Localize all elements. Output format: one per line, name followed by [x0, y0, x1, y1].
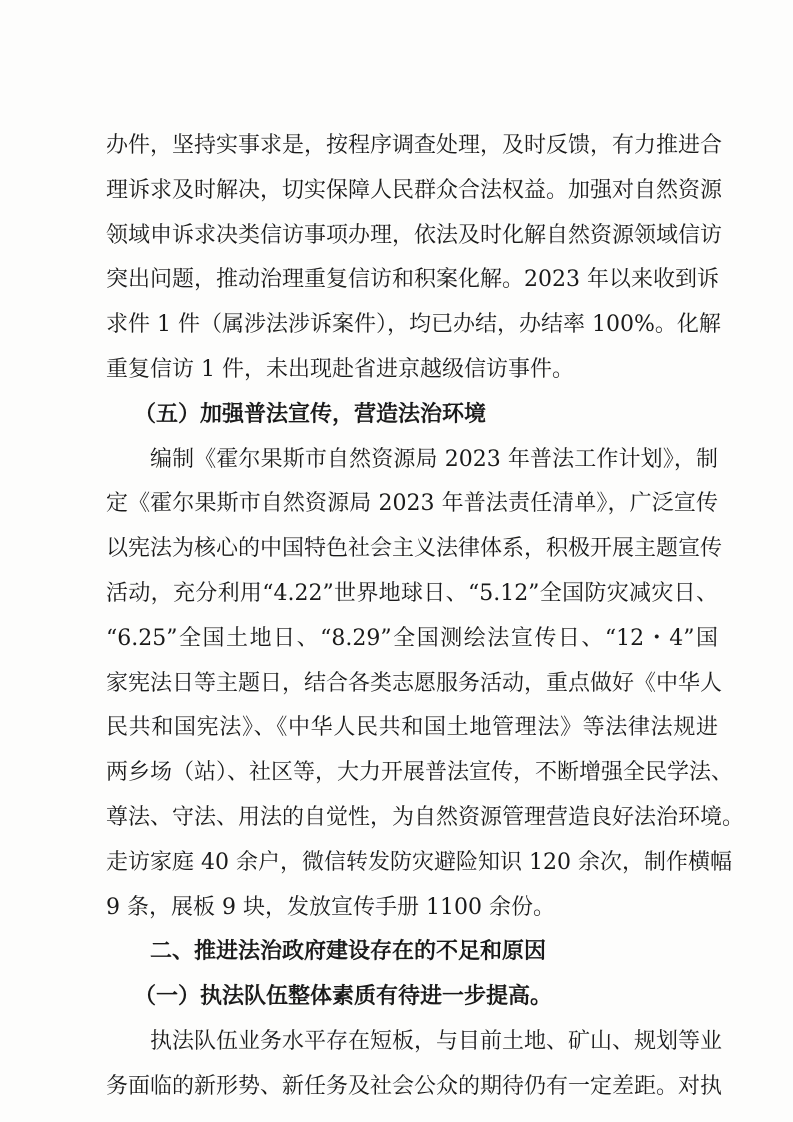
- paragraph-line: 9 条，展板 9 块，发放宣传手册 1100 余份。: [106, 894, 555, 920]
- paragraph-line: 家宪法日等主题日，结合各类志愿服务活动，重点做好《中华人: [106, 670, 723, 696]
- paragraph-line: 编制《霍尔果斯市自然资源局 2023 年普法工作计划》，制: [150, 446, 718, 472]
- paragraph-line: 活动，充分利用“4.22”世界地球日、“5.12”全国防灾减灾日、: [106, 580, 718, 606]
- paragraph-line: 民共和国宪法》、《中华人民共和国土地管理法》等法律法规进: [106, 715, 718, 741]
- chapter-heading: 二、推进法治政府建设存在的不足和原因: [150, 939, 547, 965]
- paragraph-line: 突出问题，推动治理重复信访和积案化解。2023 年以来收到诉: [106, 267, 719, 293]
- paragraph-line: 两乡场（站）、社区等，大力开展普法宣传，不断增强全民学法、: [106, 760, 734, 786]
- paragraph-line: 领域申诉求决类信访事项办理，依法及时化解自然资源领域信访: [106, 222, 723, 248]
- paragraph-line: 定《霍尔果斯市自然资源局 2023 年普法责任清单》，广泛宣传: [106, 491, 718, 517]
- paragraph-line: 走访家庭 40 余户，微信转发防灾避险知识 120 余次，制作横幅: [106, 849, 732, 875]
- paragraph-line: 以宪法为核心的中国特色社会主义法律体系，积极开展主题宣传: [106, 536, 723, 562]
- paragraph-line: 理诉求及时解决，切实保障人民群众合法权益。加强对自然资源: [106, 177, 723, 203]
- body-text: [106, 124, 745, 1110]
- paragraph-line: 求件 1 件（属涉法涉诉案件），均已办结，办结率 100%。化解: [106, 312, 721, 338]
- paragraph-line: 执法队伍业务水平存在短板，与目前土地、矿山、规划等业: [150, 1028, 723, 1054]
- subsection-heading: （一）执法队伍整体素质有待进一步提高。: [134, 984, 553, 1010]
- paragraph-line: 务面临的新形势、新任务及社会公众的期待仍有一定差距。对执: [106, 1073, 723, 1099]
- section-heading: （五）加强普法宣传，营造法治环境: [134, 401, 487, 427]
- paragraph-line: 重复信访 1 件，未出现赴省进京越级信访事件。: [106, 356, 574, 382]
- paragraph-line: 尊法、守法、用法的自觉性，为自然资源管理营造良好法治环境。: [106, 804, 745, 830]
- paragraph-line: “6.25”全国土地日、“8.29”全国测绘法宣传日、“12・4”国: [106, 625, 718, 651]
- paragraph-line: 办件，坚持实事求是，按程序调查处理，及时反馈，有力推进合: [106, 133, 723, 158]
